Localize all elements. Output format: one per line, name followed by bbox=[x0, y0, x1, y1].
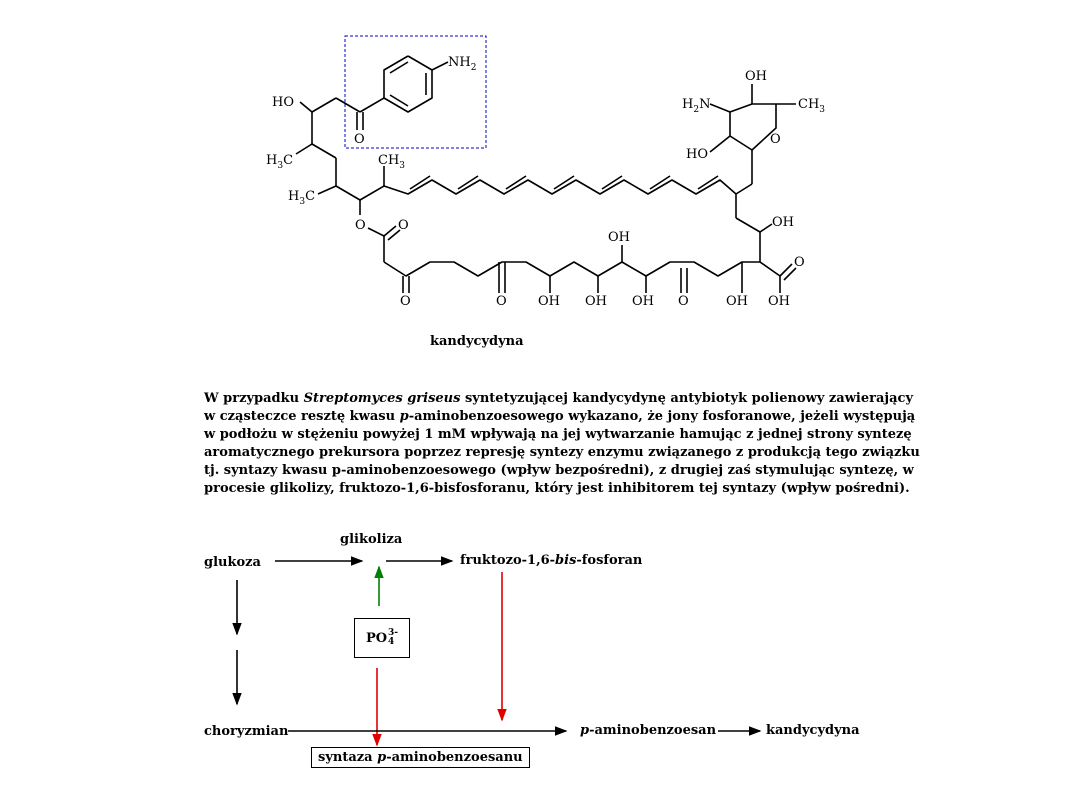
atom-oh-b2: OH bbox=[585, 294, 607, 309]
atom-oh-b1: OH bbox=[538, 294, 560, 309]
label-glikoliza: glikoliza bbox=[340, 532, 403, 547]
atom-oh-ring: OH bbox=[745, 69, 767, 84]
scheme-arrows bbox=[237, 561, 760, 745]
atom-ho-top: HO bbox=[272, 95, 294, 110]
atom-oh-cooh: OH bbox=[768, 294, 790, 309]
atom-o-ketone: O bbox=[354, 132, 365, 147]
atom-o-k2: O bbox=[496, 294, 507, 309]
atom-ch3-ring: $CH_3$ bbox=[798, 97, 826, 115]
atom-oh-b4: OH bbox=[726, 294, 748, 309]
pab-highlight-box bbox=[345, 36, 486, 148]
label-choryzmian: choryzmian bbox=[204, 724, 289, 739]
label-p-aminobenzoesan: p-aminobenzoesan bbox=[580, 723, 717, 738]
atom-h3c-2: $H_3C$ bbox=[288, 189, 316, 207]
atom-oh-b3: OH bbox=[632, 294, 654, 309]
label-syntaza: syntaza p-aminobenzoesanu bbox=[311, 747, 530, 768]
atom-h3c-1: $H_3C$ bbox=[266, 153, 294, 171]
label-fruktozo: fruktozo-1,6-bis-fosforan bbox=[460, 553, 643, 568]
atom-o-k1: O bbox=[400, 294, 411, 309]
atom-oh-side: OH bbox=[772, 215, 794, 230]
atom-h2n-ring: $H_2N$ bbox=[682, 97, 711, 115]
atom-oh-chain: OH bbox=[608, 230, 630, 245]
label-kandycydyna-scheme: kandycydyna bbox=[766, 723, 860, 738]
label-glukoza: glukoza bbox=[204, 555, 261, 570]
atom-ch3-mid: $CH_3$ bbox=[378, 153, 406, 171]
po4-box: PO 3- 4 bbox=[354, 618, 410, 658]
atom-o-ester-carbonyl: O bbox=[398, 218, 409, 233]
atom-nh2: $NH_2$ bbox=[448, 55, 477, 73]
bonds bbox=[296, 56, 796, 293]
atom-o-k3: O bbox=[678, 294, 689, 309]
compound-caption: kandycydyna bbox=[430, 334, 524, 349]
description-paragraph: W przypadku Streptomyces griseus syntetyzującej kandycydynę antybiotyk polienowy zawierający w cząsteczce resztę kwasu p-aminobenzoesowego wykazano, że jony fosforanowe, jeżeli występują w podłożu w stężeniu powyżej 1 mM wpływają na jej wytwarzanie hamując z jednej strony syntezę aromatycznego prekursora poprzez represję syntezy enzymu związanego z produkcją tego związku tj. syntazy kwasu p-aminobenzoesowego (wpływ bezpośredni), z drugiej zaś stymulując syntezę, w procesie glikolizy, fruktozo-1,6-bisfosforanu, który jest inhibitorem tej syntazy (wpływ pośredni). bbox=[204, 391, 920, 496]
atom-o-ester: O bbox=[355, 218, 366, 233]
atom-ho-ring: HO bbox=[686, 147, 708, 162]
atom-o-ring: O bbox=[770, 132, 781, 147]
atom-o-cooh: O bbox=[794, 255, 805, 270]
